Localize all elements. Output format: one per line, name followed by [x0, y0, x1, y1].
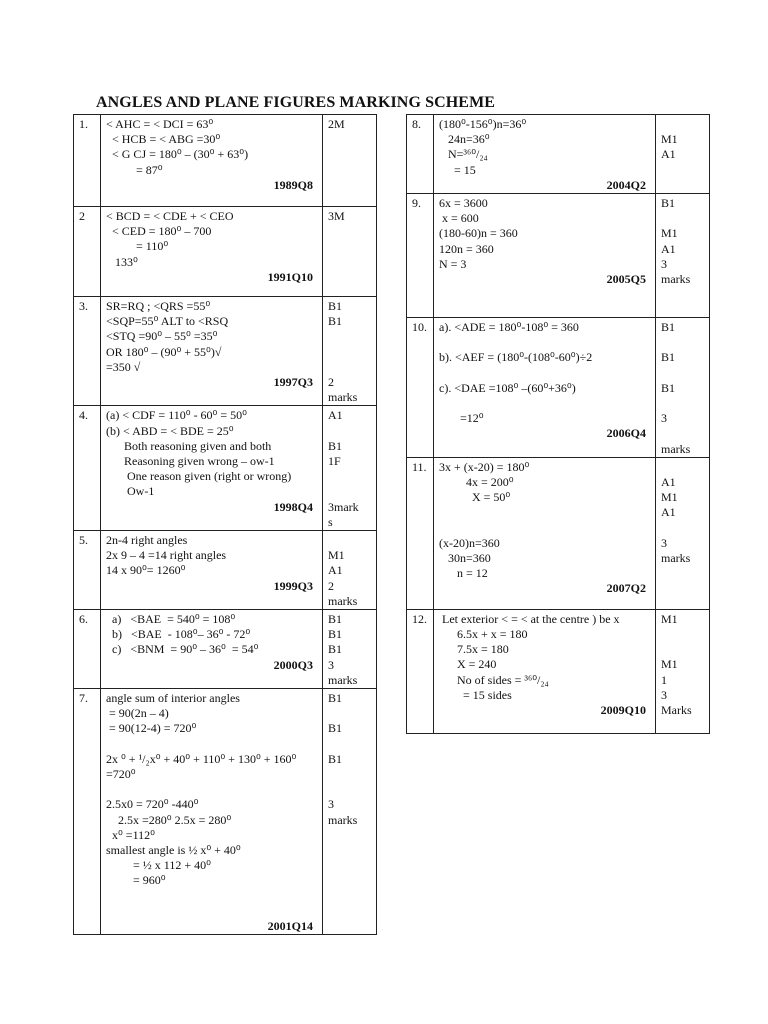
marks-cell — [656, 318, 710, 458]
mark-entry: B1 — [661, 380, 676, 395]
working-line: 7.5x = 180 — [439, 642, 509, 657]
working-line: X = 50⁰ — [439, 490, 511, 505]
working-line: = 960⁰ — [106, 873, 166, 888]
exam-reference: 1989Q8 — [273, 177, 313, 192]
mark-entry: Marks — [661, 702, 692, 717]
mark-entry — [328, 345, 371, 360]
working-line: < CED = 180⁰ – 700 — [106, 224, 212, 239]
marks-cell — [656, 609, 710, 733]
mark-entry — [661, 366, 704, 381]
working-line: 4x = 200⁰ — [439, 474, 514, 489]
mark-entry: B1 — [661, 350, 676, 365]
mark-entry — [661, 642, 704, 657]
working-line: c). <DAE =108⁰ –(60⁰+36⁰) — [439, 380, 576, 395]
exam-reference: 2006Q4 — [606, 426, 646, 441]
working-line — [106, 904, 317, 919]
exam-reference: 2007Q2 — [606, 581, 646, 596]
marking-table-left — [73, 114, 377, 935]
working-line: (b) < ABD = < BDE = 25⁰ — [106, 423, 234, 438]
working-line: Reasoning given wrong – ow-1 — [106, 453, 275, 468]
working-line: <SQP=55⁰ ALT to <RSQ — [106, 314, 229, 329]
working-line: N = 3 — [439, 256, 467, 271]
page-title: ANGLES AND PLANE FIGURES MARKING SCHEME — [96, 94, 496, 111]
working-line: n = 12 — [439, 566, 488, 581]
marks-cell — [323, 688, 377, 934]
solution-working — [101, 297, 323, 406]
working-line — [439, 396, 650, 411]
mark-entry: M1 — [661, 657, 678, 672]
mark-entry: 2M — [328, 117, 345, 131]
mark-entry: marks — [661, 441, 691, 456]
working-line: 2x ⁰ + ¹/₂x⁰ + 40⁰ + 110⁰ + 130⁰ + 160⁰ — [106, 751, 297, 766]
question-row — [407, 115, 710, 194]
mark-entry: B1 — [328, 314, 343, 329]
solution-working — [434, 194, 656, 318]
working-line: 6.5x + x = 180 — [439, 626, 528, 641]
working-line: 2x 9 – 4 =14 right angles — [106, 548, 227, 563]
solution-working — [101, 115, 323, 207]
working-line — [439, 521, 650, 536]
solution-working — [101, 530, 323, 609]
working-line: OR 180⁰ – (90⁰ + 55⁰)√ — [106, 344, 222, 359]
marks-cell — [323, 297, 377, 406]
mark-entry — [661, 396, 704, 411]
mark-entry — [328, 767, 371, 782]
solution-working — [434, 609, 656, 733]
mark-entry: 1F — [328, 453, 341, 468]
working-line: = 15 sides — [439, 687, 512, 702]
mark-entry: B1 — [328, 642, 343, 657]
working-line: =350 √ — [106, 359, 141, 374]
working-line: = 110⁰ — [106, 239, 169, 254]
working-line: < BCD = < CDE + < CEO — [106, 209, 234, 223]
mark-entry: B1 — [328, 721, 343, 736]
working-line: = ½ x 112 + 40⁰ — [106, 858, 211, 873]
question-number: 3. — [74, 297, 101, 406]
working-line: c) <BNM = 90⁰ – 36⁰ = 54⁰ — [106, 642, 259, 657]
working-line: a) <BAE = 540⁰ = 108⁰ — [106, 611, 236, 626]
mark-entry — [328, 484, 371, 499]
working-line: X = 240 — [439, 657, 497, 672]
working-line: = 87⁰ — [106, 162, 163, 177]
question-row — [407, 194, 710, 318]
mark-entry: 3 — [328, 657, 334, 672]
mark-entry — [661, 521, 704, 536]
question-row — [74, 530, 377, 609]
solution-working — [434, 115, 656, 194]
mark-entry — [661, 627, 704, 642]
working-line — [439, 335, 650, 350]
working-line: (a) < CDF = 110⁰ - 60⁰ = 50⁰ — [106, 408, 247, 423]
marks-cell — [656, 115, 710, 194]
question-number: 1. — [74, 115, 101, 207]
working-line: 30n=360 — [439, 550, 491, 565]
mark-entry: 2 — [328, 374, 334, 389]
mark-entry: A1 — [661, 241, 676, 256]
mark-entry: B1 — [328, 627, 343, 642]
mark-entry: 3 — [661, 535, 667, 550]
working-line: (180-60)n = 360 — [439, 226, 518, 241]
mark-entry — [328, 424, 371, 439]
mark-entry: 1 — [661, 672, 667, 687]
working-line: 3x + (x-20) = 180⁰ — [439, 459, 530, 474]
mark-entry: B1 — [328, 438, 343, 453]
working-line: One reason given (right or wrong) — [106, 469, 292, 484]
mark-entry — [328, 360, 371, 375]
working-line: 14 x 90⁰= 1260⁰ — [106, 563, 186, 578]
mark-entry: M1 — [661, 490, 678, 505]
mark-entry: 2 — [328, 578, 334, 593]
question-number: 9. — [407, 194, 434, 318]
working-line: = 90(2n – 4) — [106, 706, 169, 721]
exam-reference: 1991Q10 — [267, 269, 313, 284]
exam-reference: 2004Q2 — [606, 177, 646, 192]
question-row — [74, 115, 377, 207]
question-number: 7. — [74, 688, 101, 934]
mark-entry — [328, 533, 371, 548]
mark-entry: M1 — [661, 132, 678, 147]
mark-entry: 3M — [328, 209, 345, 223]
working-line — [439, 505, 650, 520]
mark-entry — [661, 426, 704, 441]
question-row — [74, 406, 377, 531]
solution-working — [101, 609, 323, 688]
mark-entry — [661, 460, 704, 475]
mark-entry — [328, 469, 371, 484]
question-row — [74, 688, 377, 934]
working-line — [106, 782, 317, 797]
marks-cell — [323, 530, 377, 609]
working-line: x = 600 — [439, 211, 479, 226]
marks-cell — [656, 457, 710, 609]
question-number: 5. — [74, 530, 101, 609]
working-line: (180⁰-156⁰)n=36⁰ — [439, 117, 527, 131]
exam-reference: 2009Q10 — [600, 703, 646, 717]
working-line: smallest angle is ½ x⁰ + 40⁰ — [106, 842, 241, 857]
mark-entry — [328, 782, 371, 797]
exam-reference: 1998Q4 — [273, 499, 313, 514]
working-line: N=³⁶⁰/₂₄ — [439, 147, 488, 162]
mark-entry: 3 — [328, 797, 334, 812]
mark-entry: A1 — [328, 408, 343, 423]
mark-entry: M1 — [328, 548, 345, 563]
mark-entry: M1 — [661, 611, 678, 626]
working-line: (x-20)n=360 — [439, 535, 500, 550]
working-line: Ow-1 — [106, 484, 155, 499]
mark-entry — [661, 117, 704, 132]
working-line: Both reasoning given and both — [106, 438, 272, 453]
question-number: 4. — [74, 406, 101, 531]
working-line: b). <AEF = (180⁰-(108⁰-60⁰)÷2 — [439, 350, 593, 365]
working-line: <STQ =90⁰ – 55⁰ =35⁰ — [106, 329, 218, 344]
mark-entry: B1 — [328, 299, 343, 313]
working-line: 120n = 360 — [439, 241, 494, 256]
mark-entry: B1 — [328, 611, 343, 626]
working-line: 2.5x =280⁰ 2.5x = 280⁰ — [106, 812, 232, 827]
question-number: 6. — [74, 609, 101, 688]
mark-entry — [328, 706, 371, 721]
mark-entry: 3mark — [328, 499, 359, 514]
working-line: 2.5x0 = 720⁰ -440⁰ — [106, 797, 199, 812]
exam-reference: 1999Q3 — [273, 578, 313, 593]
question-number: 2 — [74, 207, 101, 297]
exam-reference: 2005Q5 — [606, 272, 646, 287]
mark-entry: A1 — [661, 474, 676, 489]
mark-entry — [328, 329, 371, 344]
mark-entry: 3 — [661, 256, 667, 271]
mark-entry: B1 — [328, 690, 343, 705]
working-line: < G CJ = 180⁰ – (30⁰ + 63⁰) — [106, 147, 249, 162]
working-line: b) <BAE - 108⁰– 36⁰ - 72⁰ — [106, 627, 251, 642]
working-line — [106, 737, 317, 752]
question-number: 10. — [407, 318, 434, 458]
question-row — [407, 457, 710, 609]
mark-entry: M1 — [661, 226, 678, 241]
working-line: angle sum of interior angles — [106, 690, 240, 705]
question-row — [407, 609, 710, 733]
solution-working — [434, 457, 656, 609]
working-line: SR=RQ ; <QRS =55⁰ — [106, 299, 211, 313]
mark-entry: marks — [661, 272, 691, 287]
mark-entry: s — [328, 514, 333, 529]
working-line: =720⁰ — [106, 766, 136, 781]
mark-entry: marks — [661, 550, 691, 565]
mark-entry: 3 — [661, 687, 667, 702]
question-number: 8. — [407, 115, 434, 194]
exam-reference: 2001Q14 — [267, 918, 313, 933]
working-line: 6x = 3600 — [439, 196, 488, 211]
working-line: < HCB = < ABG =30⁰ — [106, 132, 221, 147]
mark-entry — [661, 335, 704, 350]
working-line: a). <ADE = 180⁰-108⁰ = 360 — [439, 320, 579, 335]
mark-entry: A1 — [661, 505, 676, 520]
mark-entry: marks — [328, 390, 358, 405]
working-line: 2n-4 right angles — [106, 532, 188, 547]
mark-entry: B1 — [328, 751, 343, 766]
working-line: = 15 — [439, 162, 476, 177]
mark-entry: A1 — [328, 563, 343, 578]
working-line: Let exterior < = < at the centre ) be x — [439, 611, 620, 626]
exam-reference: 2000Q3 — [273, 657, 313, 672]
mark-entry: marks — [328, 593, 358, 608]
marks-cell — [323, 609, 377, 688]
question-row — [74, 297, 377, 406]
mark-entry: B1 — [661, 320, 676, 335]
marks-cell — [323, 115, 377, 207]
solution-working — [101, 406, 323, 531]
working-line: 133⁰ — [106, 254, 138, 269]
exam-reference: 1997Q3 — [273, 375, 313, 390]
question-row — [407, 318, 710, 458]
working-line: 24n=36⁰ — [439, 132, 490, 147]
marks-cell — [323, 406, 377, 531]
working-line: = 90(12-4) = 720⁰ — [106, 721, 197, 736]
mark-entry — [661, 211, 704, 226]
mark-entry: marks — [328, 812, 358, 827]
working-line: =12⁰ — [439, 411, 484, 426]
question-number: 11. — [407, 457, 434, 609]
mark-entry — [328, 737, 371, 752]
marks-cell — [323, 207, 377, 297]
question-number: 12. — [407, 609, 434, 733]
working-line: No of sides = ³⁶⁰/₂₄ — [439, 672, 549, 687]
mark-entry: 3 — [661, 411, 667, 426]
mark-entry: A1 — [661, 147, 676, 162]
working-line: x⁰ =112⁰ — [106, 827, 155, 842]
solution-working — [434, 318, 656, 458]
mark-entry: marks — [328, 672, 358, 687]
solution-working — [101, 688, 323, 934]
working-line — [439, 366, 650, 381]
mark-entry: B1 — [661, 196, 676, 211]
working-line: < AHC = < DCI = 63⁰ — [106, 117, 214, 131]
marking-table-right — [406, 114, 710, 734]
question-row — [74, 609, 377, 688]
working-line — [106, 889, 317, 904]
solution-working — [101, 207, 323, 297]
marks-cell — [656, 194, 710, 318]
question-row — [74, 207, 377, 297]
